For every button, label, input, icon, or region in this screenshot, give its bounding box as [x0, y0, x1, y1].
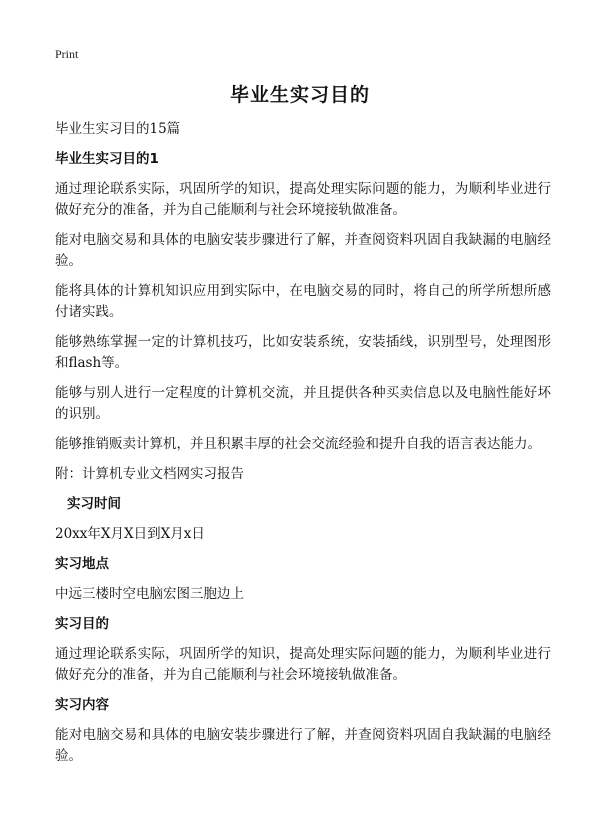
location-heading: 实习地点: [55, 556, 109, 572]
appendix-line: 附：计算机专业文档网实习报告: [55, 466, 244, 482]
document-body: [55, 119, 551, 767]
location-value: 中远三楼时空电脑宏图三胞边上: [55, 586, 244, 602]
document-subtitle: 毕业生实习目的15篇: [55, 121, 181, 137]
paragraph-1: 通过理论联系实际，巩固所学的知识，提高处理实际问题的能力，为顺利毕业进行做好充分的准备，并为自己能顺利与社会环境接轨做准备。: [55, 181, 551, 218]
document-title: 毕业生实习目的: [229, 84, 370, 106]
time-value: 20xx年X月X日到X月x日: [55, 526, 205, 542]
purpose-heading: 实习目的: [55, 616, 109, 632]
paragraph-2: 能对电脑交易和具体的电脑安装步骤进行了解，并查阅资料巩固自我缺漏的电脑经验。: [55, 232, 551, 269]
print-label: Print: [55, 47, 79, 61]
paragraph-3: 能将具体的计算机知识应用到实际中，在电脑交易的同时，将自己的所学所想所感付诸实践。: [55, 283, 551, 320]
paragraph-6: 能够推销贩卖计算机，并且积累丰厚的社会交流经验和提升自我的语言表达能力。: [55, 436, 541, 452]
paragraph-5: 能够与别人进行一定程度的计算机交流，并且提供各种买卖信息以及电脑性能好坏的识别。: [55, 385, 551, 422]
paragraph-4: 能够熟练掌握一定的计算机技巧，比如安装系统，安装插线，识别型号，处理图形和flash等。: [55, 334, 551, 371]
time-heading: 实习时间: [67, 496, 121, 512]
section-heading-1: 毕业生实习目的1: [55, 151, 159, 167]
content-heading: 实习内容: [55, 697, 109, 713]
content-value: 能对电脑交易和具体的电脑安装步骤进行了解，并查阅资料巩固自我缺漏的电脑经验。: [55, 727, 551, 764]
purpose-value: 通过理论联系实际，巩固所学的知识，提高处理实际问题的能力，为顺利毕业进行做好充分的准备，并为自己能顺利与社会环境接轨做准备。: [55, 646, 551, 683]
